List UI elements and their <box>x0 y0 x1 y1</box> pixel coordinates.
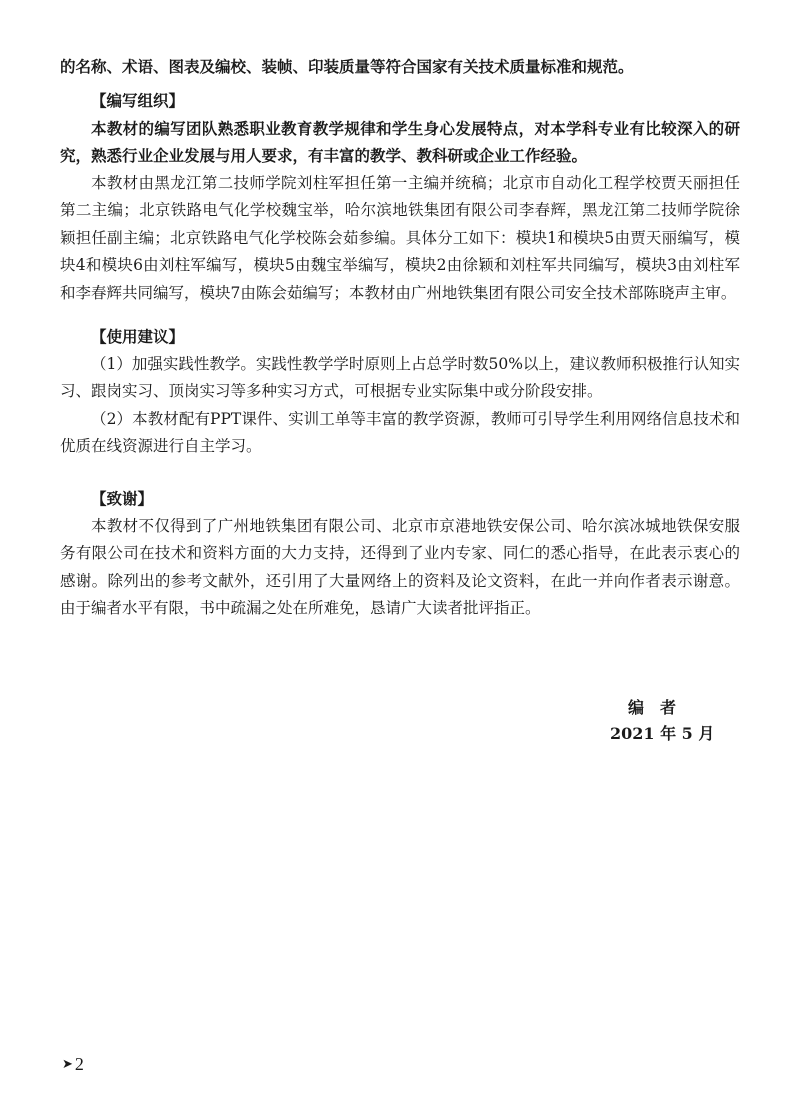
intro-block <box>60 53 740 81</box>
organization-body: 本教材由黑龙江第二技师学院刘柱军担任第一主编并统稿；北京市自动化工程学校贾天丽担任第二主编；北京铁路电气化学校魏宝举，哈尔滨地铁集团有限公司李春辉，黑龙江第二技师学院徐颖担任副主编；北京铁路电气化学校陈会茹参编。具体分工如下：模块1和模块5由贾天丽编写，模块4和模块6由刘柱军编写，模块5由魏宝举编写，模块2由徐颖和刘柱军共同编写，模块3由刘柱军和李春辉共同编写，模块7由陈会茹编写；本教材由广州地铁集团有限公司安全技术部陈晓声主审。 <box>60 173 740 302</box>
usage-heading: 【使用建议】 <box>91 327 185 346</box>
page-arrow-icon: ➤ <box>62 1056 73 1071</box>
organization-lead: 本教材的编写团队熟悉职业教育教学规律和学生身心发展特点，对本学科专业有比较深入的研究，熟悉行业企业发展与用人要求，有丰富的教学、教科研或企业工作经验。 <box>60 118 740 165</box>
organization-section <box>60 87 740 307</box>
thanks-body: 本教材不仅得到了广州地铁集团有限公司、北京市京港地铁安保公司、哈尔滨冰城地铁保安服务有限公司在技术和资料方面的大力支持，还得到了业内专家、同仁的悉心指导，在此表示衷心的感谢。除列出的参考文献外，还引用了大量网络上的资料及论文资料，在此一并向作者表示谢意。由于编者水平有限，书中疏漏之处在所难免，恳请广大读者批评指正。 <box>60 516 740 617</box>
signature-author: 编 者 <box>628 698 677 717</box>
usage-item-2: （2）本教材配有PPT课件、实训工单等丰富的教学资源，教师可引导学生利用网络信息技术和优质在线资源进行自主学习。 <box>60 409 740 455</box>
usage-item-1: （1）加强实践性教学。实践性教学学时原则上占总学时数50%以上，建议教师积极推行认知实习、跟岗实习、顶岗实习等多种实习方式，可根据专业实际集中或分阶段安排。 <box>60 354 740 400</box>
usage-section <box>60 323 740 461</box>
organization-heading: 【编写组织】 <box>91 91 185 110</box>
page-number: 2 <box>74 1054 84 1074</box>
signature-date: 2021 年 5 月 <box>610 724 715 743</box>
page-number-area <box>62 1054 84 1075</box>
thanks-heading: 【致谢】 <box>91 489 154 508</box>
intro-line: 的名称、术语、图表及编校、装帧、印装质量等符合国家有关技术质量标准和规范。 <box>60 57 634 76</box>
thanks-section <box>60 485 740 623</box>
